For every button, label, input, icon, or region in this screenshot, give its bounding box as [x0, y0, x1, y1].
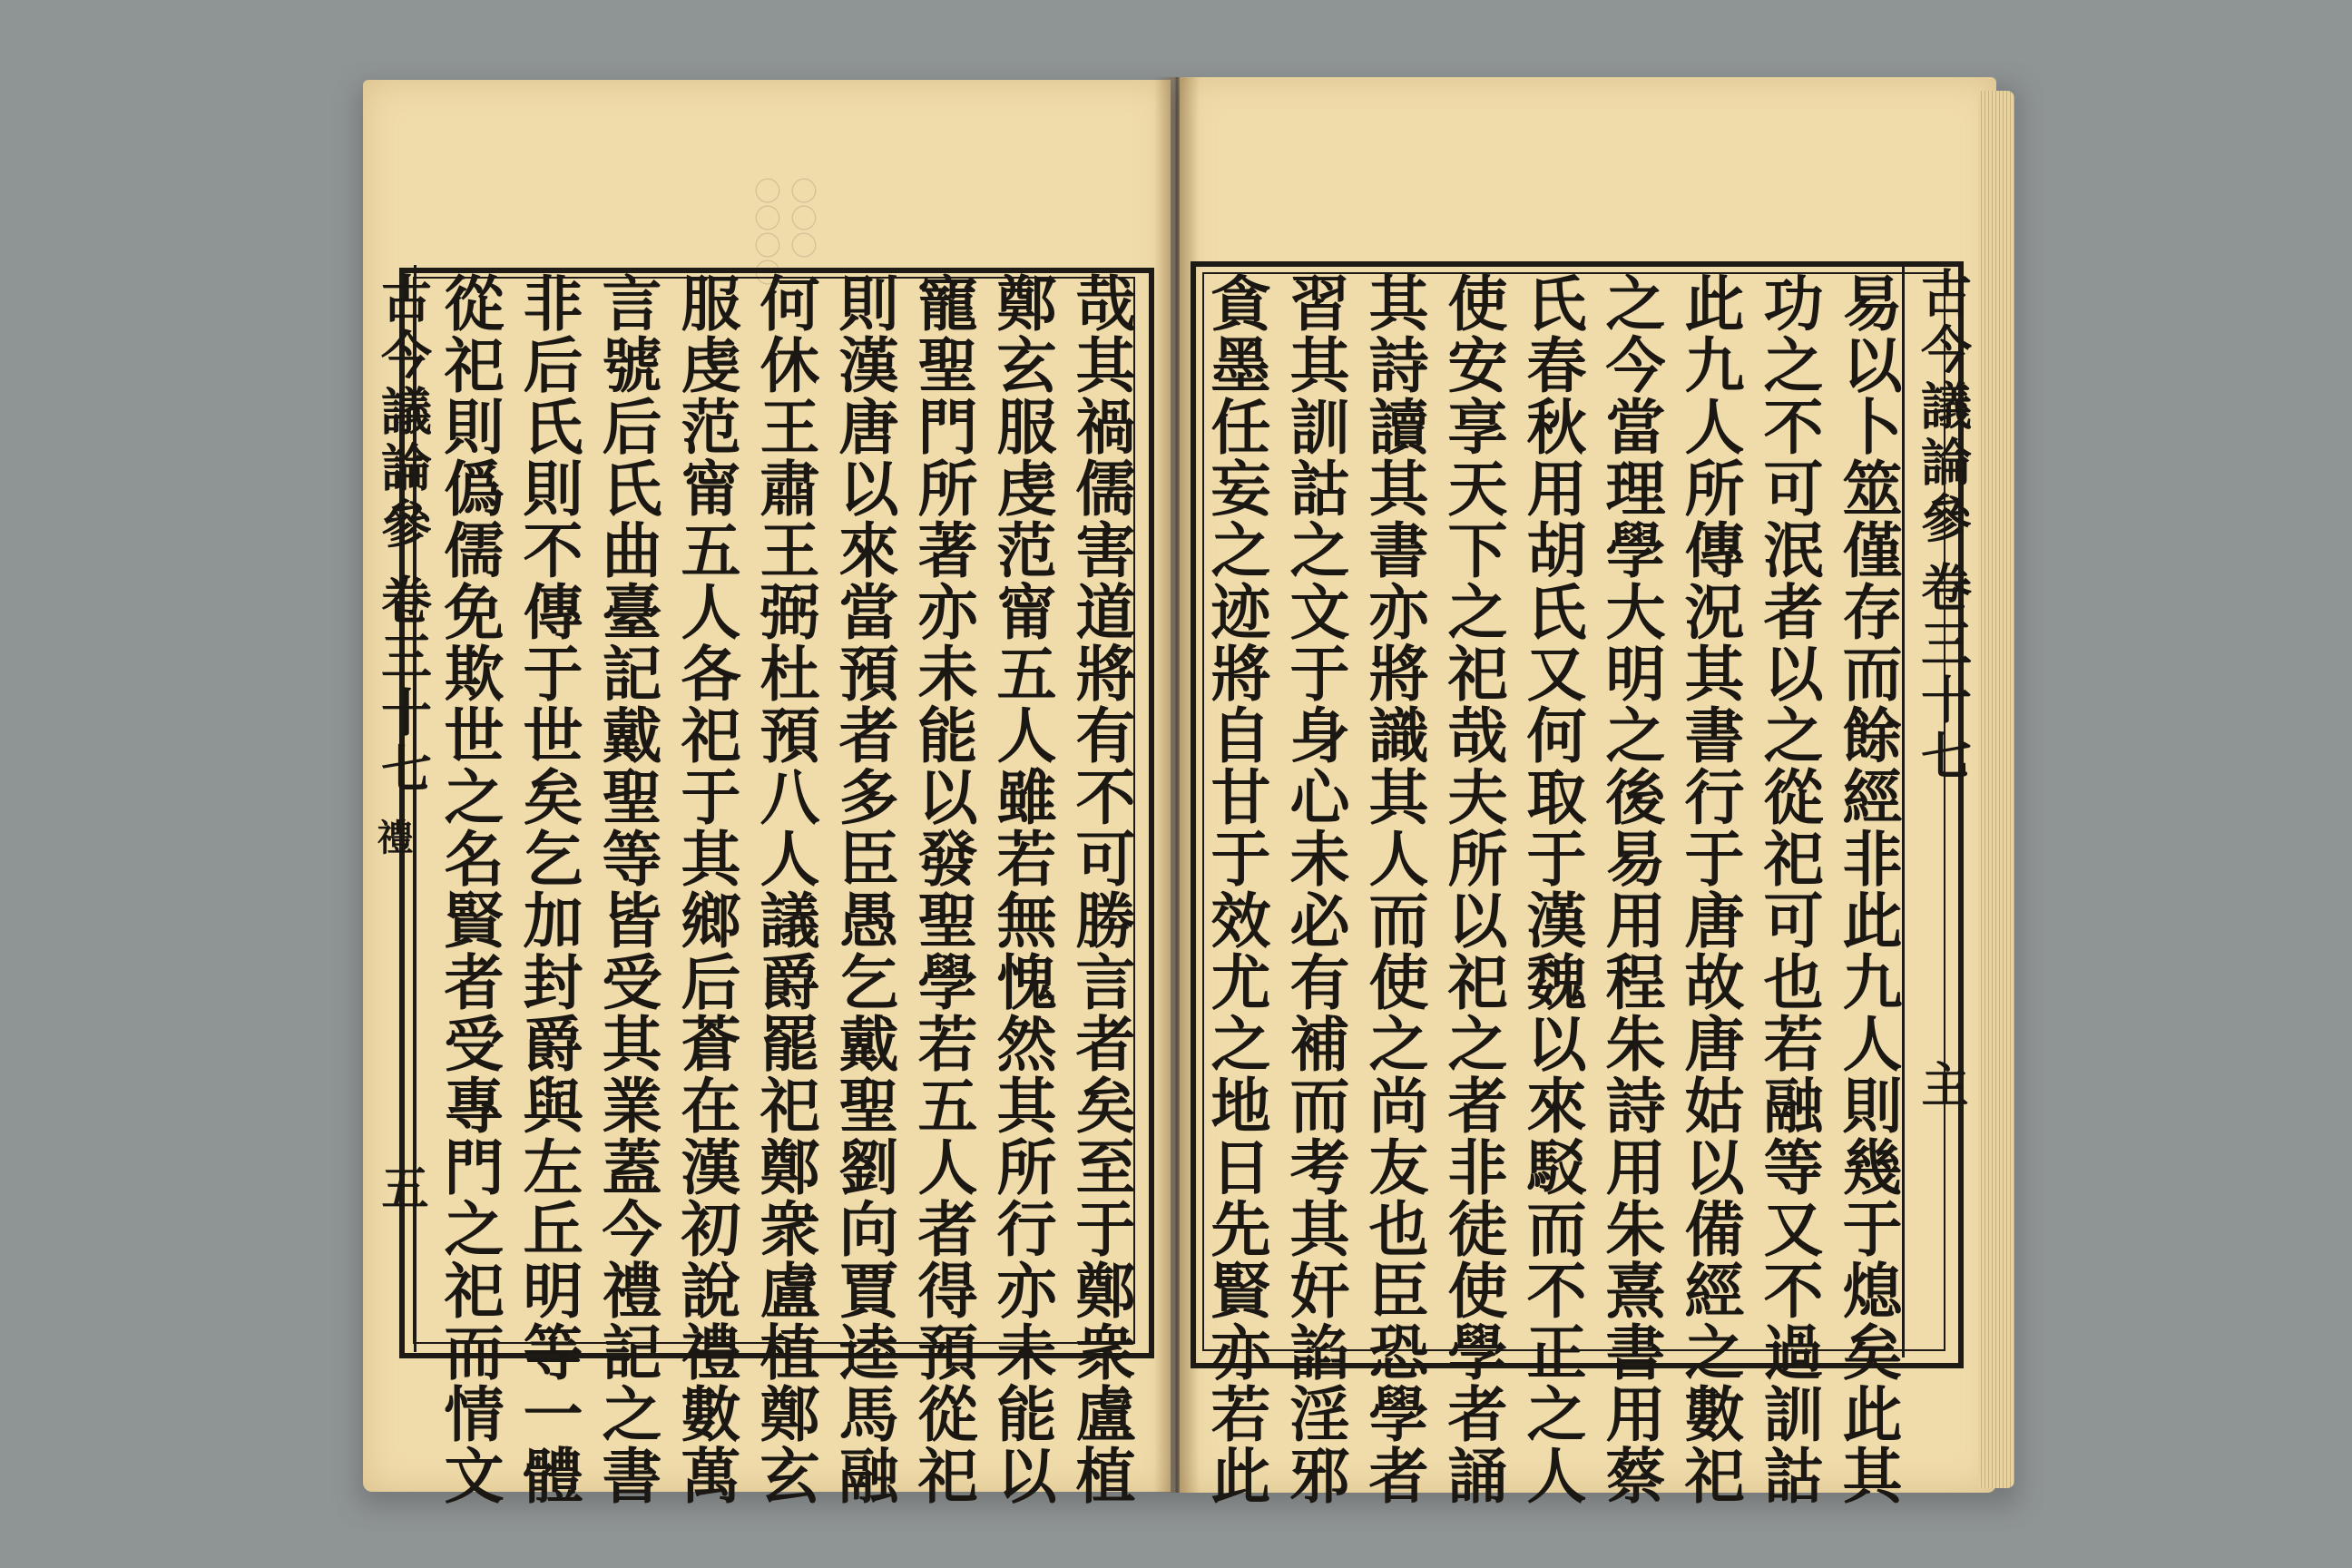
left-text-column: 鄭玄服虔范甯五人雖若無愧然其所行亦未能以: [986, 272, 1057, 1506]
right-text-column: 氏春秋用胡氏又何取于漢魏以來駁而不正之人: [1516, 272, 1587, 1506]
left-text-column: 非后氏則不傳于世矣乞加封爵與左丘明等一體: [513, 272, 583, 1506]
right-text-column: 易以卜筮僅存而餘經非此九人則幾于熄矣此其: [1832, 272, 1903, 1506]
left-leaf-number: 五: [373, 1163, 428, 1210]
right-margin-title: 古今議論參: [1913, 267, 1973, 548]
right-leaf-number: 主: [1913, 1060, 1968, 1107]
left-margin-volume: 卷三十七: [373, 573, 433, 799]
right-text-column: 習其訓詁之文于身心未必有補而考其奸諂淫邪: [1279, 272, 1350, 1506]
right-text-column: 貪墨任妄之迹將自甘于效尤之地日先賢亦若此: [1200, 272, 1271, 1506]
bleed-through-mark: 〇〇〇〇: [749, 177, 780, 286]
left-text-column: 何休王肅王弼杜預八人議爵罷祀鄭衆盧植鄭玄: [750, 272, 820, 1506]
left-margin-title: 古今議論參: [373, 272, 433, 554]
left-text-column: 從祀則僞儒免欺世之名賢者受專門之祀而情文: [434, 272, 505, 1506]
left-text-column: 言號后氏曲臺記戴聖等皆受其業蓋今禮記之書: [592, 272, 662, 1506]
page-edges: [1978, 91, 2014, 1488]
right-text-column: 其詩讀其書亦將識其人而使之尚友也臣恐學者: [1358, 272, 1429, 1506]
left-margin-column: [363, 265, 433, 1352]
left-text-column: 哉其禍儒害道將有不可勝言者矣至于鄭衆盧植: [1065, 272, 1136, 1506]
left-margin-section: 禮: [371, 818, 414, 860]
right-text-column: 此九人所傳況其書行于唐故唐姑以備經之數祀: [1674, 272, 1745, 1506]
right-margin-volume: 卷三十七: [1913, 561, 1973, 786]
right-text-column: 之今當理學大明之後易用程朱詩用朱熹書用蔡: [1595, 272, 1666, 1506]
left-text-column: 服虔范甯五人各祀于其鄉后蒼在漢初說禮數萬: [671, 272, 741, 1506]
right-text-column: 使安享天下之祀哉夫所以祀之者非徒使學者誦: [1437, 272, 1508, 1506]
right-margin-column: [1902, 261, 1973, 1357]
right-text-column: 功之不可泯者以之從祀可也若融等又不過訓詁: [1753, 272, 1824, 1506]
bleed-through-mark: 〇〇〇: [785, 177, 817, 259]
left-text-column: 則漢唐以來當預者多臣愚乞戴聖劉向賈逵馬融: [828, 272, 899, 1506]
left-text-column: 寵聖門所著亦未能以發聖學若五人者得預從祀: [907, 272, 978, 1506]
